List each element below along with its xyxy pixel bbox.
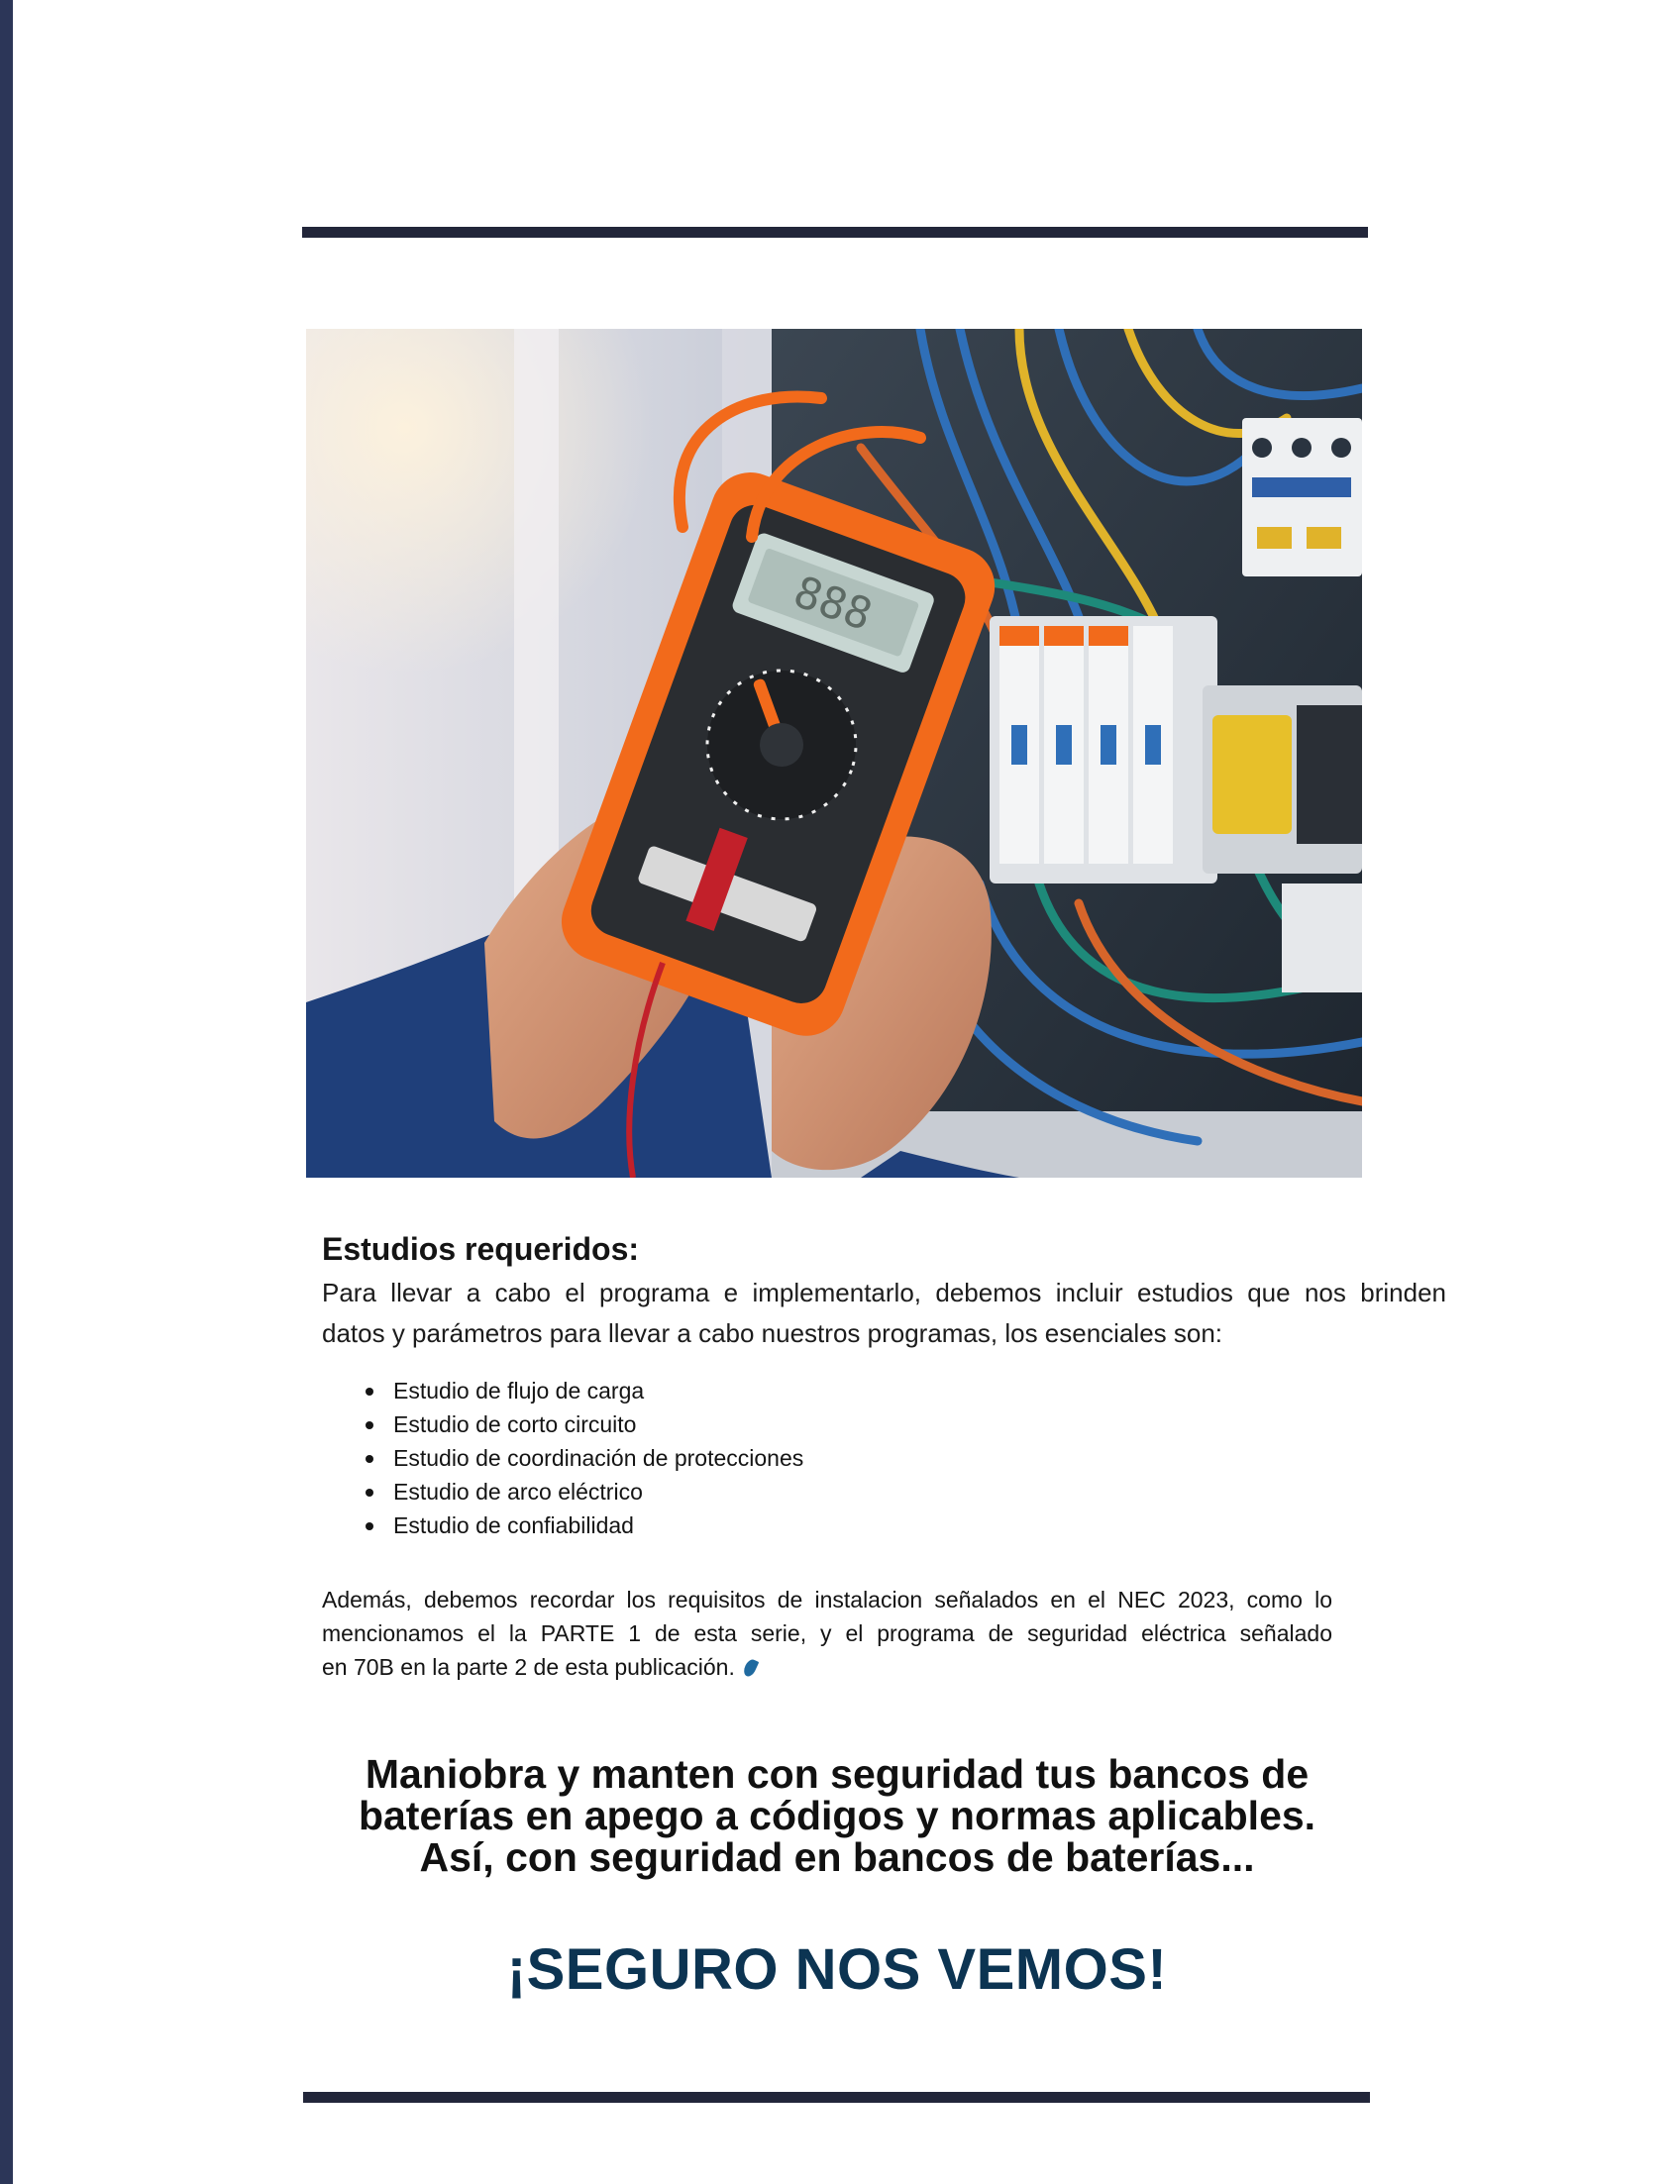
list-item: Estudio de arco eléctrico bbox=[362, 1475, 803, 1508]
left-border-stripe bbox=[0, 0, 13, 2184]
slogan-line: baterías en apego a códigos y normas aplicables. bbox=[358, 1793, 1316, 1838]
list-item: Estudio de confiabilidad bbox=[362, 1508, 803, 1542]
bottom-divider bbox=[303, 2092, 1370, 2103]
drop-icon bbox=[742, 1658, 760, 1679]
note-line bbox=[322, 1650, 1332, 1684]
intro-line: datos y parámetros para llevar a cabo nuestros programas, los esenciales son: bbox=[322, 1318, 1223, 1348]
note-line-text: en 70B en la parte 2 de esta publicación. bbox=[322, 1654, 735, 1680]
top-divider bbox=[302, 227, 1368, 238]
studies-list bbox=[362, 1374, 803, 1542]
multimeter-panel-photo bbox=[306, 329, 1362, 1178]
intro-line: Para llevar a cabo el programa e implementarlo, debemos incluir estudios que nos brinden bbox=[322, 1278, 1446, 1307]
note-line: mencionamos el la PARTE 1 de esta serie, y el programa de seguridad eléctrica señalado bbox=[322, 1620, 1332, 1646]
farewell-headline: ¡SEGURO NOS VEMOS! bbox=[506, 1937, 1168, 2002]
slogan-line: Maniobra y manten con seguridad tus bancos de bbox=[365, 1751, 1310, 1797]
note-paragraph bbox=[322, 1583, 1332, 1684]
list-item: Estudio de flujo de carga bbox=[362, 1374, 803, 1407]
note-line: Además, debemos recordar los requisitos de instalacion señalados en el NEC 2023, como lo bbox=[322, 1587, 1332, 1612]
slogan bbox=[307, 1753, 1367, 1878]
list-item: Estudio de coordinación de protecciones bbox=[362, 1441, 803, 1475]
list-item: Estudio de corto circuito bbox=[362, 1407, 803, 1441]
section-heading: Estudios requeridos: bbox=[322, 1231, 640, 1267]
svg-text:888: 888 bbox=[787, 567, 879, 642]
slogan-line: Así, con seguridad en bancos de baterías... bbox=[419, 1834, 1255, 1880]
intro-paragraph bbox=[322, 1273, 1446, 1354]
